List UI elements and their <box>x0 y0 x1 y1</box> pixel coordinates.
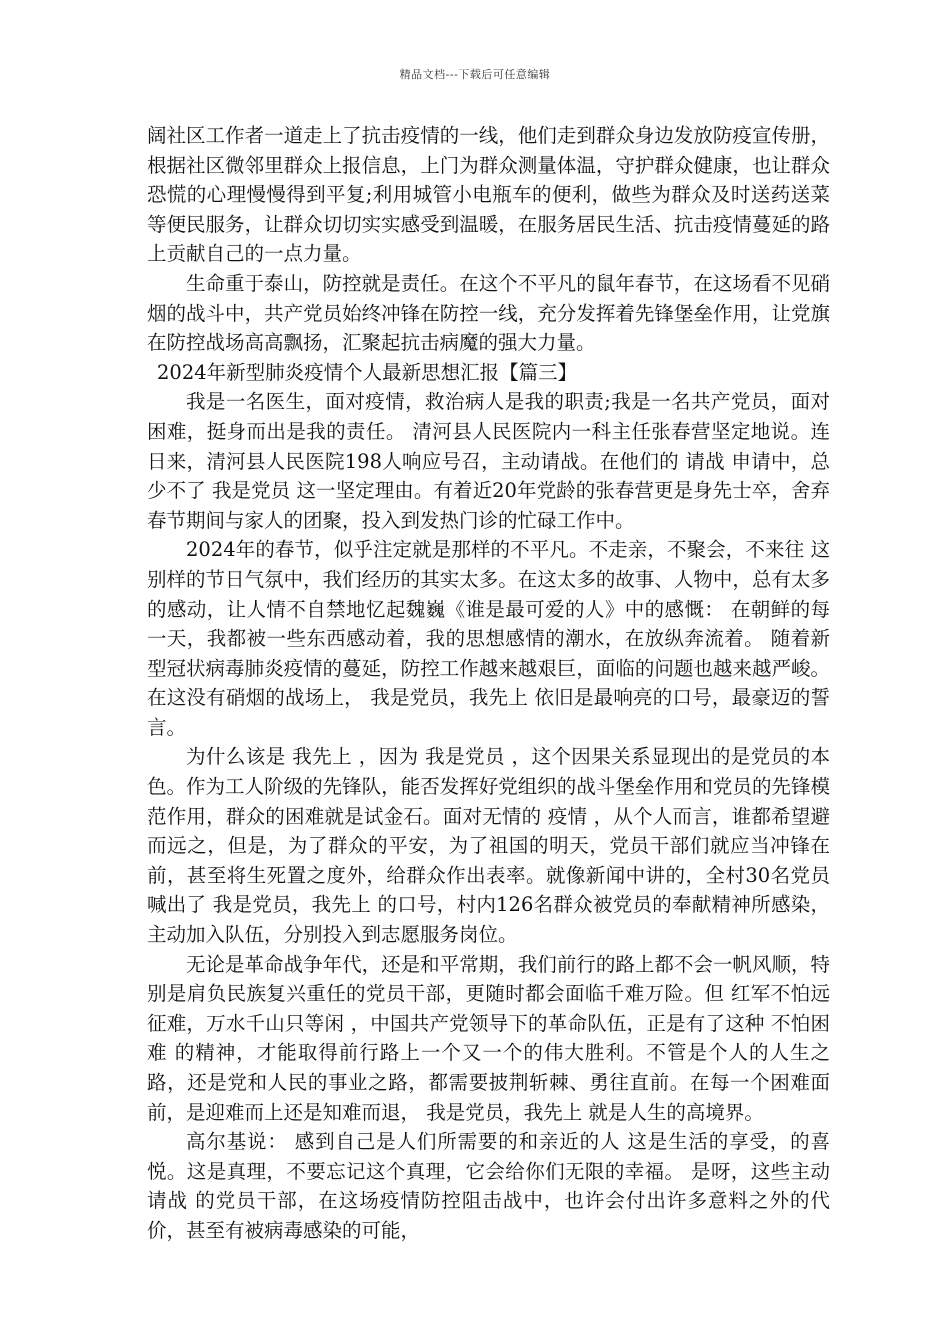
document-body <box>147 121 837 1246</box>
paragraph-6: 无论是革命战争年代，还是和平常期，我们前行的路上都不会一帆风顺，特别是肩负民族复兴重任的党员干部，更随时都会面临千难万险。但 红军不怕远征难，万水千山只等闲 ，中国共产党领导下的革命队伍，正是有了这种 不怕困难 的精神，才能取得前行路上一个又一个的伟大胜利。不管是个人的人生之路，还是党和人民的事业之路，都需要披荆斩棘、勇往直前。在每一个困难面前，是迎难而上还是知难而退， 我是党员，我先上 就是人生的高境界。 <box>147 952 830 1124</box>
paragraph-1: 阔社区工作者一道走上了抗击疫情的一线，他们走到群众身边发放防疫宣传册，根据社区微邻里群众上报信息，上门为群众测量体温，守护群众健康，也让群众恐慌的心理慢慢得到平复;利用城管小电瓶车的便利，做些为群众及时送药送菜等便民服务，让群众切切实实感受到温暖，在服务居民生活、抗击疫情蔓延的路上贡献自己的一点力量。 <box>147 124 830 266</box>
paragraph-5: 为什么该是 我先上 ，因为 我是党员 ，这个因果关系显现出的是党员的本色。作为工人阶级的先锋队，能否发挥好党组织的战斗堡垒作用和党员的先锋模范作用，群众的困难就是试金石。面对无情的 疫情 ，从个人而言，谁都希望避而远之，但是，为了群众的平安，为了祖国的明天，党员干部们就应当冲锋在前，甚至将生死置之度外，给群众作出表率。就像新闻中讲的，全村30名党员喊出了 我是党员，我先上 的口号，村内126名群众被党员的奉献精神所感染，主动加入队伍，分别投入到志愿服务岗位。 <box>147 745 830 947</box>
paragraph-7: 高尔基说： 感到自己是人们所需要的和亲近的人 这是生活的享受，的喜悦。这是真理，不要忘记这个真理，它会给你们无限的幸福。 是呀，这些主动 请战 的党员干部，在这场疫情防控阻击战中，也许会付出许多意料之外的代价，甚至有被病毒感染的可能， <box>147 1130 837 1242</box>
paragraph-2: 生命重于泰山，防控就是责任。在这个不平凡的鼠年春节，在这场看不见硝烟的战斗中，共产党员始终冲锋在防控一线，充分发挥着先锋堡垒作用，让党旗在防控战场高高飘扬，汇聚起抗击病魔的强大力量。 <box>147 271 830 355</box>
paragraph-3: 我是一名医生，面对疫情，救治病人是我的职责;我是一名共产党员，面对困难，挺身而出是我的责任。 清河县人民医院内一科主任张春营坚定地说。连日来，清河县人民医院198人响应号召，主动请战。在他们的 请战 申请中，总少不了 我是党员 这一坚定理由。有着近20年党龄的张春营更是身先士卒，舍弃春节期间与家人的团聚，投入到发热门诊的忙碌工作中。 <box>147 390 830 532</box>
paragraph-4: 2024年的春节，似乎注定就是那样的不平凡。不走亲，不聚会，不来往 这别样的节日气氛中，我们经历的其实太多。在这太多的故事、人物中，总有太多的感动，让人情不自禁地忆起魏巍《谁是最可爱的人》中的感慨： 在朝鲜的每一天，我都被一些东西感动着，我的思想感情的潮水，在放纵奔流着。 随着新型冠状病毒肺炎疫情的蔓延，防控工作越来越艰巨，面临的问题也越来越严峻。在这没有硝烟的战场上， 我是党员，我先上 依旧是最响亮的口号，最豪迈的誓言。 <box>147 538 830 739</box>
section-heading: 2024年新型肺炎疫情个人最新思想汇报【篇三】 <box>157 360 578 384</box>
page-header: 精品文档---下载后可任意编辑 <box>399 68 551 81</box>
